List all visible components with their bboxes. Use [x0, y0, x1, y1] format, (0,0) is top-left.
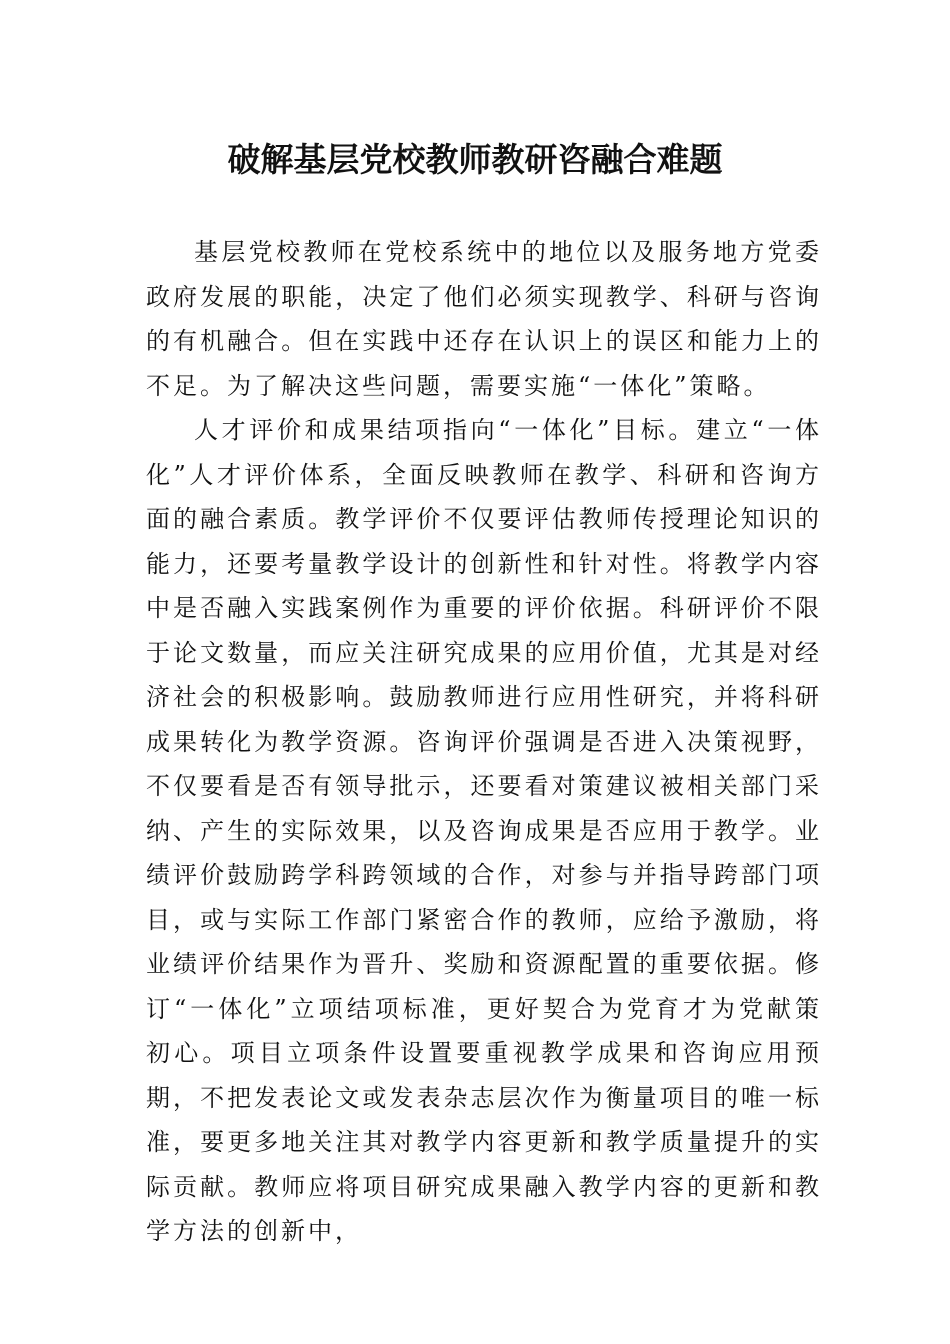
paragraph-intro: 基层党校教师在党校系统中的地位以及服务地方党委政府发展的职能，决定了他们必须实现教学、科研与咨询的有机融合。但在实践中还存在认识上的误区和能力上的不足。为了解决这些问题，需要实施“一体化”策略。	[146, 238, 822, 400]
document-body	[146, 230, 822, 1254]
document-title: 破解基层党校教师教研咨融合难题	[227, 140, 723, 179]
paragraph-evaluation: 人才评价和成果结项指向“一体化”目标。建立“一体化”人才评价体系，全面反映教师在教学、科研和咨询方面的融合素质。教学评价不仅要评估教师传授理论知识的能力，还要考量教学设计的创新性和针对性。将教学内容中是否融入实践案例作为重要的评价依据。科研评价不限于论文数量，而应关注研究成果的应用价值，尤其是对经济社会的积极影响。鼓励教师进行应用性研究，并将科研成果转化为教学资源。咨询评价强调是否进入决策视野，不仅要看是否有领导批示，还要看对策建议被相关部门采纳、产生的实际效果，以及咨询成果是否应用于教学。业绩评价鼓励跨学科跨领域的合作，对参与并指导跨部门项目，或与实际工作部门紧密合作的教师，应给予激励，将业绩评价结果作为晋升、奖励和资源配置的重要依据。修订“一体化”立项结项标准，更好契合为党育才为党献策初心。项目立项条件设置要重视教学成果和咨询应用预期，不把发表论文或发表杂志层次作为衡量项目的唯一标准，要更多地关注其对教学内容更新和教学质量提升的实际贡献。教师应将项目研究成果融入教学内容的更新和教学方法的创新中，	[146, 416, 822, 1245]
